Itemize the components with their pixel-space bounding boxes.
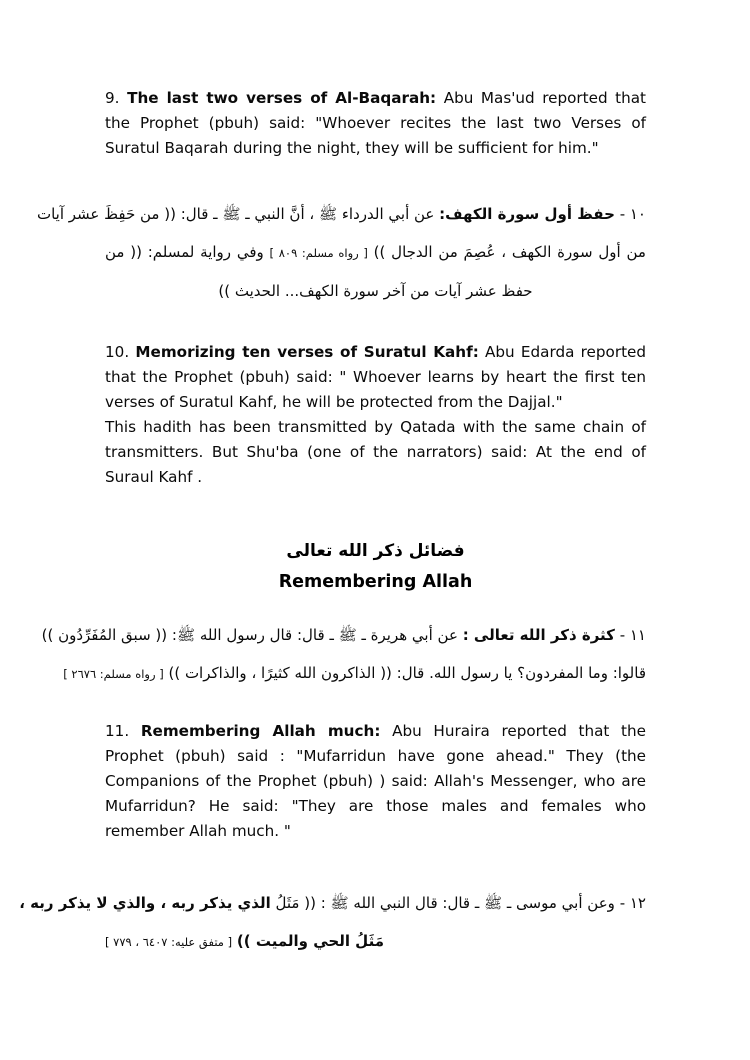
arabic-hadith-10-text-3: وفي رواية لمسلم: (( من [105,243,264,261]
spacer [105,490,646,536]
document-content [19,86,647,961]
arabic-hadith-10-text-1: عن أبي الدرداء ﷺ ، أنَّ النبي ـ ﷺ ـ قال: (( من حَفِظَ عشر آيات [36,205,435,223]
spacer [105,844,646,884]
arabic-hadith-10-line-1 [36,195,646,233]
arabic-hadith-11 [41,616,646,693]
arabic-hadith-12 [19,884,646,961]
item-9-body: Abu Mas'ud reported that the Prophet (pbuh) said: "Whoever recites the last two Verses of Suratul Baqarah during the night, they will be sufficient for him." [105,89,647,157]
section-heading-english: Remembering Allah [278,572,473,592]
arabic-hadith-11-text-2: قالوا: وما المفردون؟ يا رسول الله. قال: (( الذاكرون الله كثيرًا ، والذاكرات )) [168,664,646,682]
arabic-hadith-12-text-1: وعن أبي موسى ـ ﷺ ـ قال: قال النبي الله ﷺ : (( مَثَلُ [275,894,615,912]
arabic-hadith-11-title: كثرة ذكر الله تعالى : [462,626,615,644]
arabic-hadith-10-title: حفظ أول سورة الكهف: [439,205,615,223]
arabic-hadith-12-emphasis: الذي يذكر ربه ، والذي لا يذكر ربه ، [19,894,271,912]
item-9-lead: The last two verses of Al-Baqarah: [127,89,437,107]
item-10-lead: Memorizing ten verses of Suratul Kahf: [135,343,479,361]
arabic-hadith-10-citation: [ رواه مسلم: ٨٠٩ ] [269,246,368,260]
arabic-hadith-12-text-2: مَثَلُ الحي والميت )) [236,932,384,950]
arabic-hadith-11-line-1 [41,616,646,654]
arabic-hadith-12-line-2 [105,922,646,961]
spacer [105,310,646,340]
paragraph-item-10 [105,340,646,415]
item-10-number: 10. [105,343,130,361]
arabic-hadith-11-text-1: عن أبي هريرة ـ ﷺ ـ قال: قال رسول الله ﷺ: (( سبق المُفَرِّدُون )) [41,626,458,644]
arabic-hadith-10-text-2: من أول سورة الكهف ، عُصِمَ من الدجال )) [373,243,646,261]
arabic-hadith-11-line-2 [63,654,646,693]
item-9-number: 9. [105,89,120,107]
arabic-hadith-12-citation: [ متفق عليه: ٦٤٠٧ ، ٧٧٩ ] [105,935,233,949]
arabic-hadith-10-text-4: حفظ عشر آيات من آخر سورة الكهف... الحديث )) [218,282,533,300]
spacer [105,161,646,195]
item-11-number: 11. [105,722,130,740]
item-10-body: Abu Edarda reported that the Prophet (pbuh) said: " Whoever learns by heart the first ten verses of Suratul Kahf, he will be protected from the Dajjal." [105,343,647,411]
arabic-hadith-10-number: ١٠ - [619,205,646,223]
arabic-hadith-10-line-3 [105,272,646,310]
arabic-hadith-10-line-2 [105,233,646,272]
item-11-lead: Remembering Allah much: [140,722,381,740]
arabic-hadith-12-line-1 [19,884,646,922]
arabic-hadith-11-citation: [ رواه مسلم: ٢٦٧٦ ] [63,667,164,681]
section-heading-arabic: فضائل ذكر الله تعالى [286,541,465,561]
arabic-hadith-10 [36,195,646,310]
arabic-hadith-12-number: ١٢ - [619,894,646,912]
spacer [105,598,646,616]
spacer [105,693,646,719]
section-heading [105,536,646,598]
arabic-hadith-11-number: ١١ - [619,626,646,644]
paragraph-item-10-note: This hadith has been transmitted by Qatada with the same chain of transmitters. But Shu'ba (one of the narrators) said: At the end of Suraul Kahf . [105,418,646,486]
paragraph-item-9 [105,86,646,161]
item-11-body: Abu Huraira reported that the Prophet (pbuh) said : "Mufarridun have gone ahead." They (the Companions of the Prophet (pbuh) ) said: Allah's Messenger, who are Mufarridun? He said: "They are those males and females who remember Allah much. " [105,722,646,840]
paragraph-item-11 [105,719,646,844]
